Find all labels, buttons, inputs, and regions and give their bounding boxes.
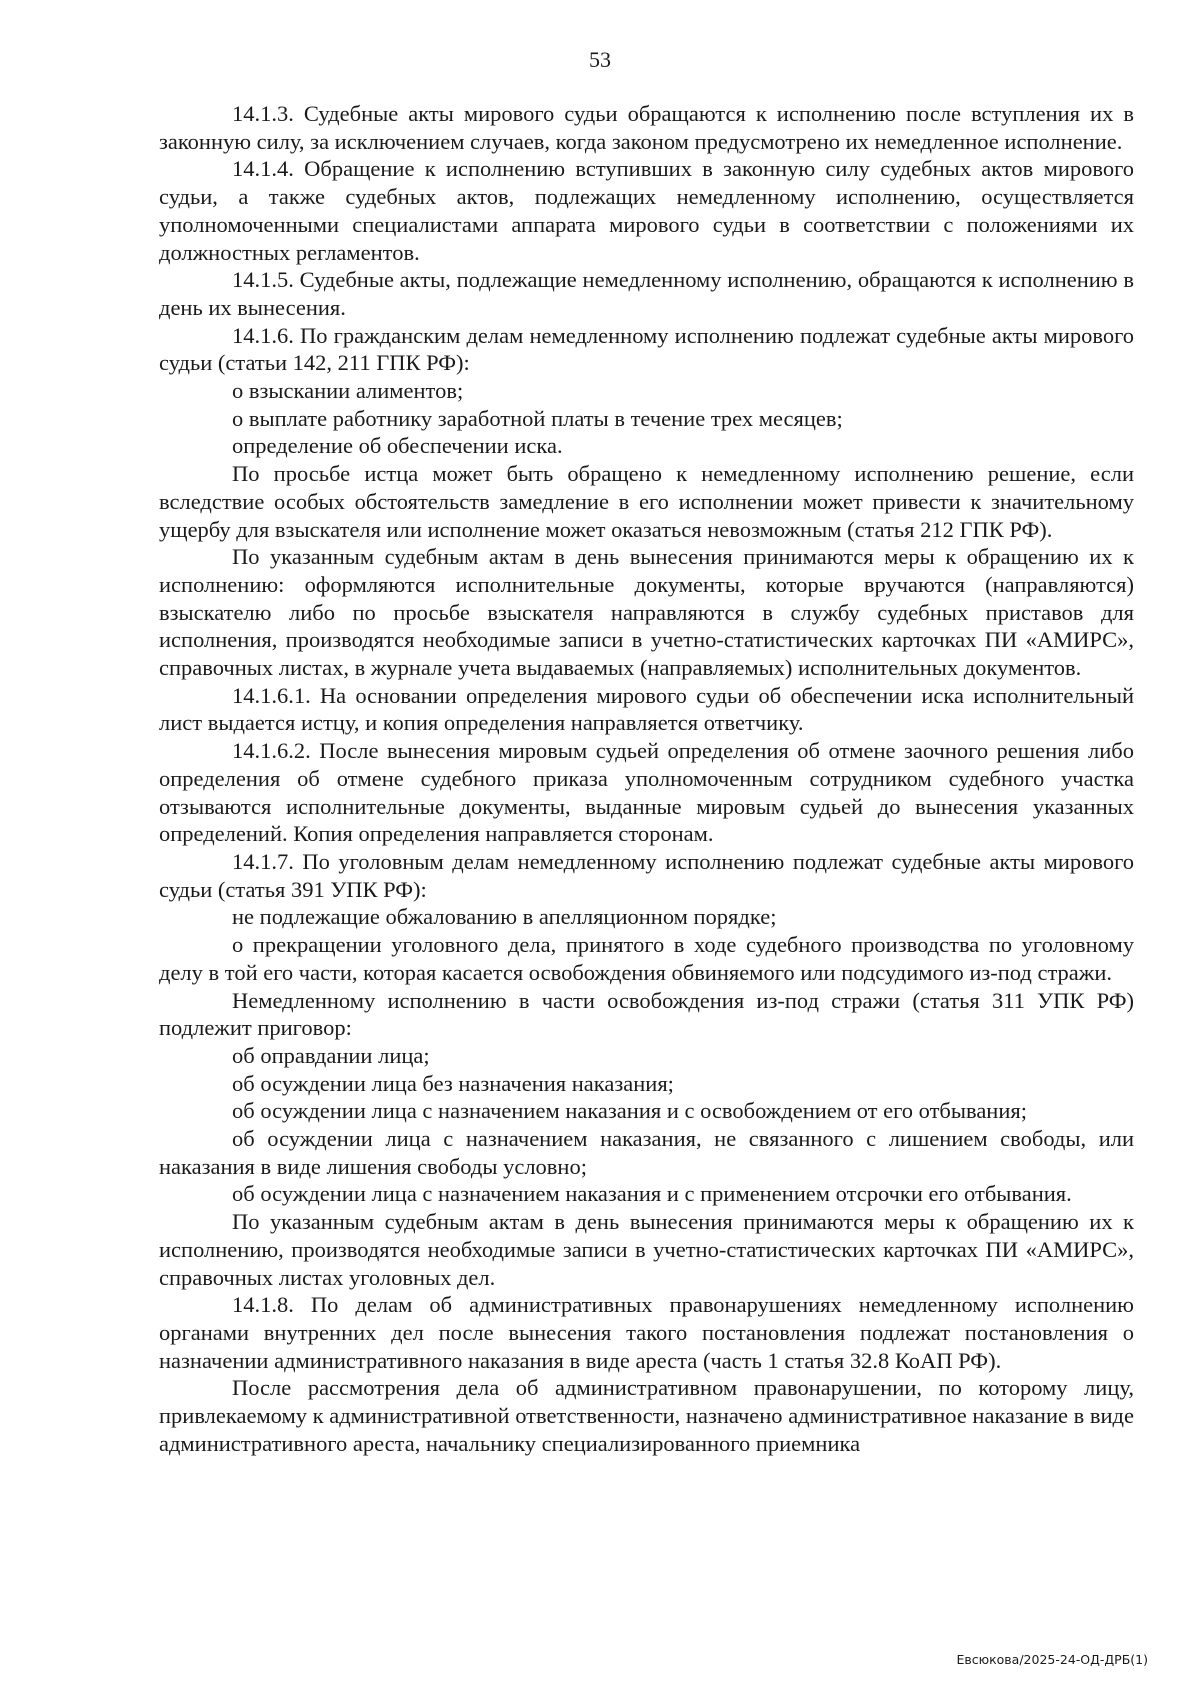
paragraph-administrative-arrest: После рассмотрения дела об административном правонарушении, по которому лицу, привлекаемому к административной ответственности, назначено административное наказание в виде административного ареста, начальнику специализированного приемника (159, 1375, 1134, 1456)
list-item-not-appealable: не подлежащие обжалованию в апелляционном порядке; (232, 904, 777, 930)
paragraph-14-1-7: 14.1.7. По уголовным делам немедленному исполнению подлежат судебные акты мирового судьи (статья 391 УПК РФ): (159, 848, 1134, 902)
list-item-claim-security: определение об обеспечении иска. (232, 433, 563, 459)
paragraph-14-1-5: 14.1.5. Судебные акты, подлежащие немедленному исполнению, обращаются к исполнению в день их вынесения. (159, 267, 1134, 320)
paragraph-civil-execution-measures: По указанным судебным актам в день вынесения принимаются меры к обращению их к исполнению: оформляются исполнительные документы, которые вручаются (направляются) взыскателю либо по просьбе взыскателя направляются в службу судебных приставов для исполнения, производятся необходимые записи в учетно-статистических карточках ПИ «АМИРС», справочных листах, в журнале учета выдаваемых (направляемых) исполнительных документов. (159, 544, 1134, 681)
list-item-conviction-deferral: об осуждении лица с назначением наказания и с применением отсрочки его отбывания. (232, 1181, 1072, 1207)
list-item-acquittal: об оправдании лица; (232, 1042, 430, 1068)
paragraph-criminal-execution-measures: По указанным судебным актам в день вынесения принимаются меры к обращению их к исполнению, производятся необходимые записи в учетно-статистических карточках ПИ «АМИРС», справочных листах уголовных дел. (159, 1209, 1134, 1290)
paragraph-14-1-6: 14.1.6. По гражданским делам немедленному исполнению подлежат судебные акты мирового судьи (статьи 142, 211 ГПК РФ): (159, 322, 1134, 376)
page-number: 53 (589, 47, 611, 72)
paragraph-plaintiff-request: По просьбе истца может быть обращено к немедленному исполнению решение, если вследствие особых обстоятельств замедление в его исполнении может привести к значительному ущербу для взыскателя или исполнение может оказаться невозможным (статья 212 ГПК РФ). (159, 461, 1134, 542)
paragraph-14-1-3: 14.1.3. Судебные акты мирового судьи обращаются к исполнению после вступления их в законную силу, за исключением случаев, когда законом предусмотрено их немедленное исполнение. (159, 101, 1134, 154)
list-item-alimony: о взыскании алиментов; (232, 378, 464, 404)
paragraph-14-1-6-2: 14.1.6.2. После вынесения мировым судьей определения об отмене заочного решения либо определения об отмене судебного приказа уполномоченным сотрудником судебного участка отзываются исполнительные документы, выданные мировым судьей до вынесения указанных определений. Копия определения направляется сторонам. (159, 738, 1134, 847)
document-body (159, 100, 1134, 1457)
paragraph-release-from-custody: Немедленному исполнению в части освобождения из-под стражи (статья 311 УПК РФ) подлежит приговор: (159, 987, 1134, 1041)
paragraph-14-1-8: 14.1.8. По делам об административных правонарушениях немедленному исполнению органами внутренних дел после вынесения такого постановления подлежат постановления о назначении административного наказания в виде ареста (часть 1 статья 32.8 КоАП РФ). (159, 1292, 1134, 1373)
document-reference: Евсюкова/2025-24-ОД-ДРБ(1) (956, 1652, 1148, 1667)
list-item-conviction-no-punishment: об осуждении лица без назначения наказания; (232, 1070, 674, 1096)
paragraph-14-1-4: 14.1.4. Обращение к исполнению вступивших в законную силу судебных актов мирового судьи, а также судебных актов, подлежащих немедленному исполнению, осуществляется уполномоченными специалистами аппарата мирового судьи в соответствии с положениями их должностных регламентов. (159, 156, 1134, 265)
list-item-conviction-release: об осуждении лица с назначением наказания и с освобождением от его отбывания; (232, 1098, 1027, 1124)
paragraph-14-1-6-1: 14.1.6.1. На основании определения мирового судьи об обеспечении иска исполнительный лист выдается истцу, и копия определения направляется ответчику. (159, 682, 1134, 736)
list-item-case-termination: о прекращении уголовного дела, принятого в ходе судебного производства по уголовному делу в той его части, которая касается освобождения обвиняемого или подсудимого из-под стражи. (159, 932, 1134, 985)
list-item-conviction-non-custodial: об осуждении лица с назначением наказания, не связанного с лишением свободы, или наказания в виде лишения свободы условно; (159, 1126, 1134, 1179)
list-item-wages: о выплате работнику заработной платы в течение трех месяцев; (232, 405, 843, 431)
